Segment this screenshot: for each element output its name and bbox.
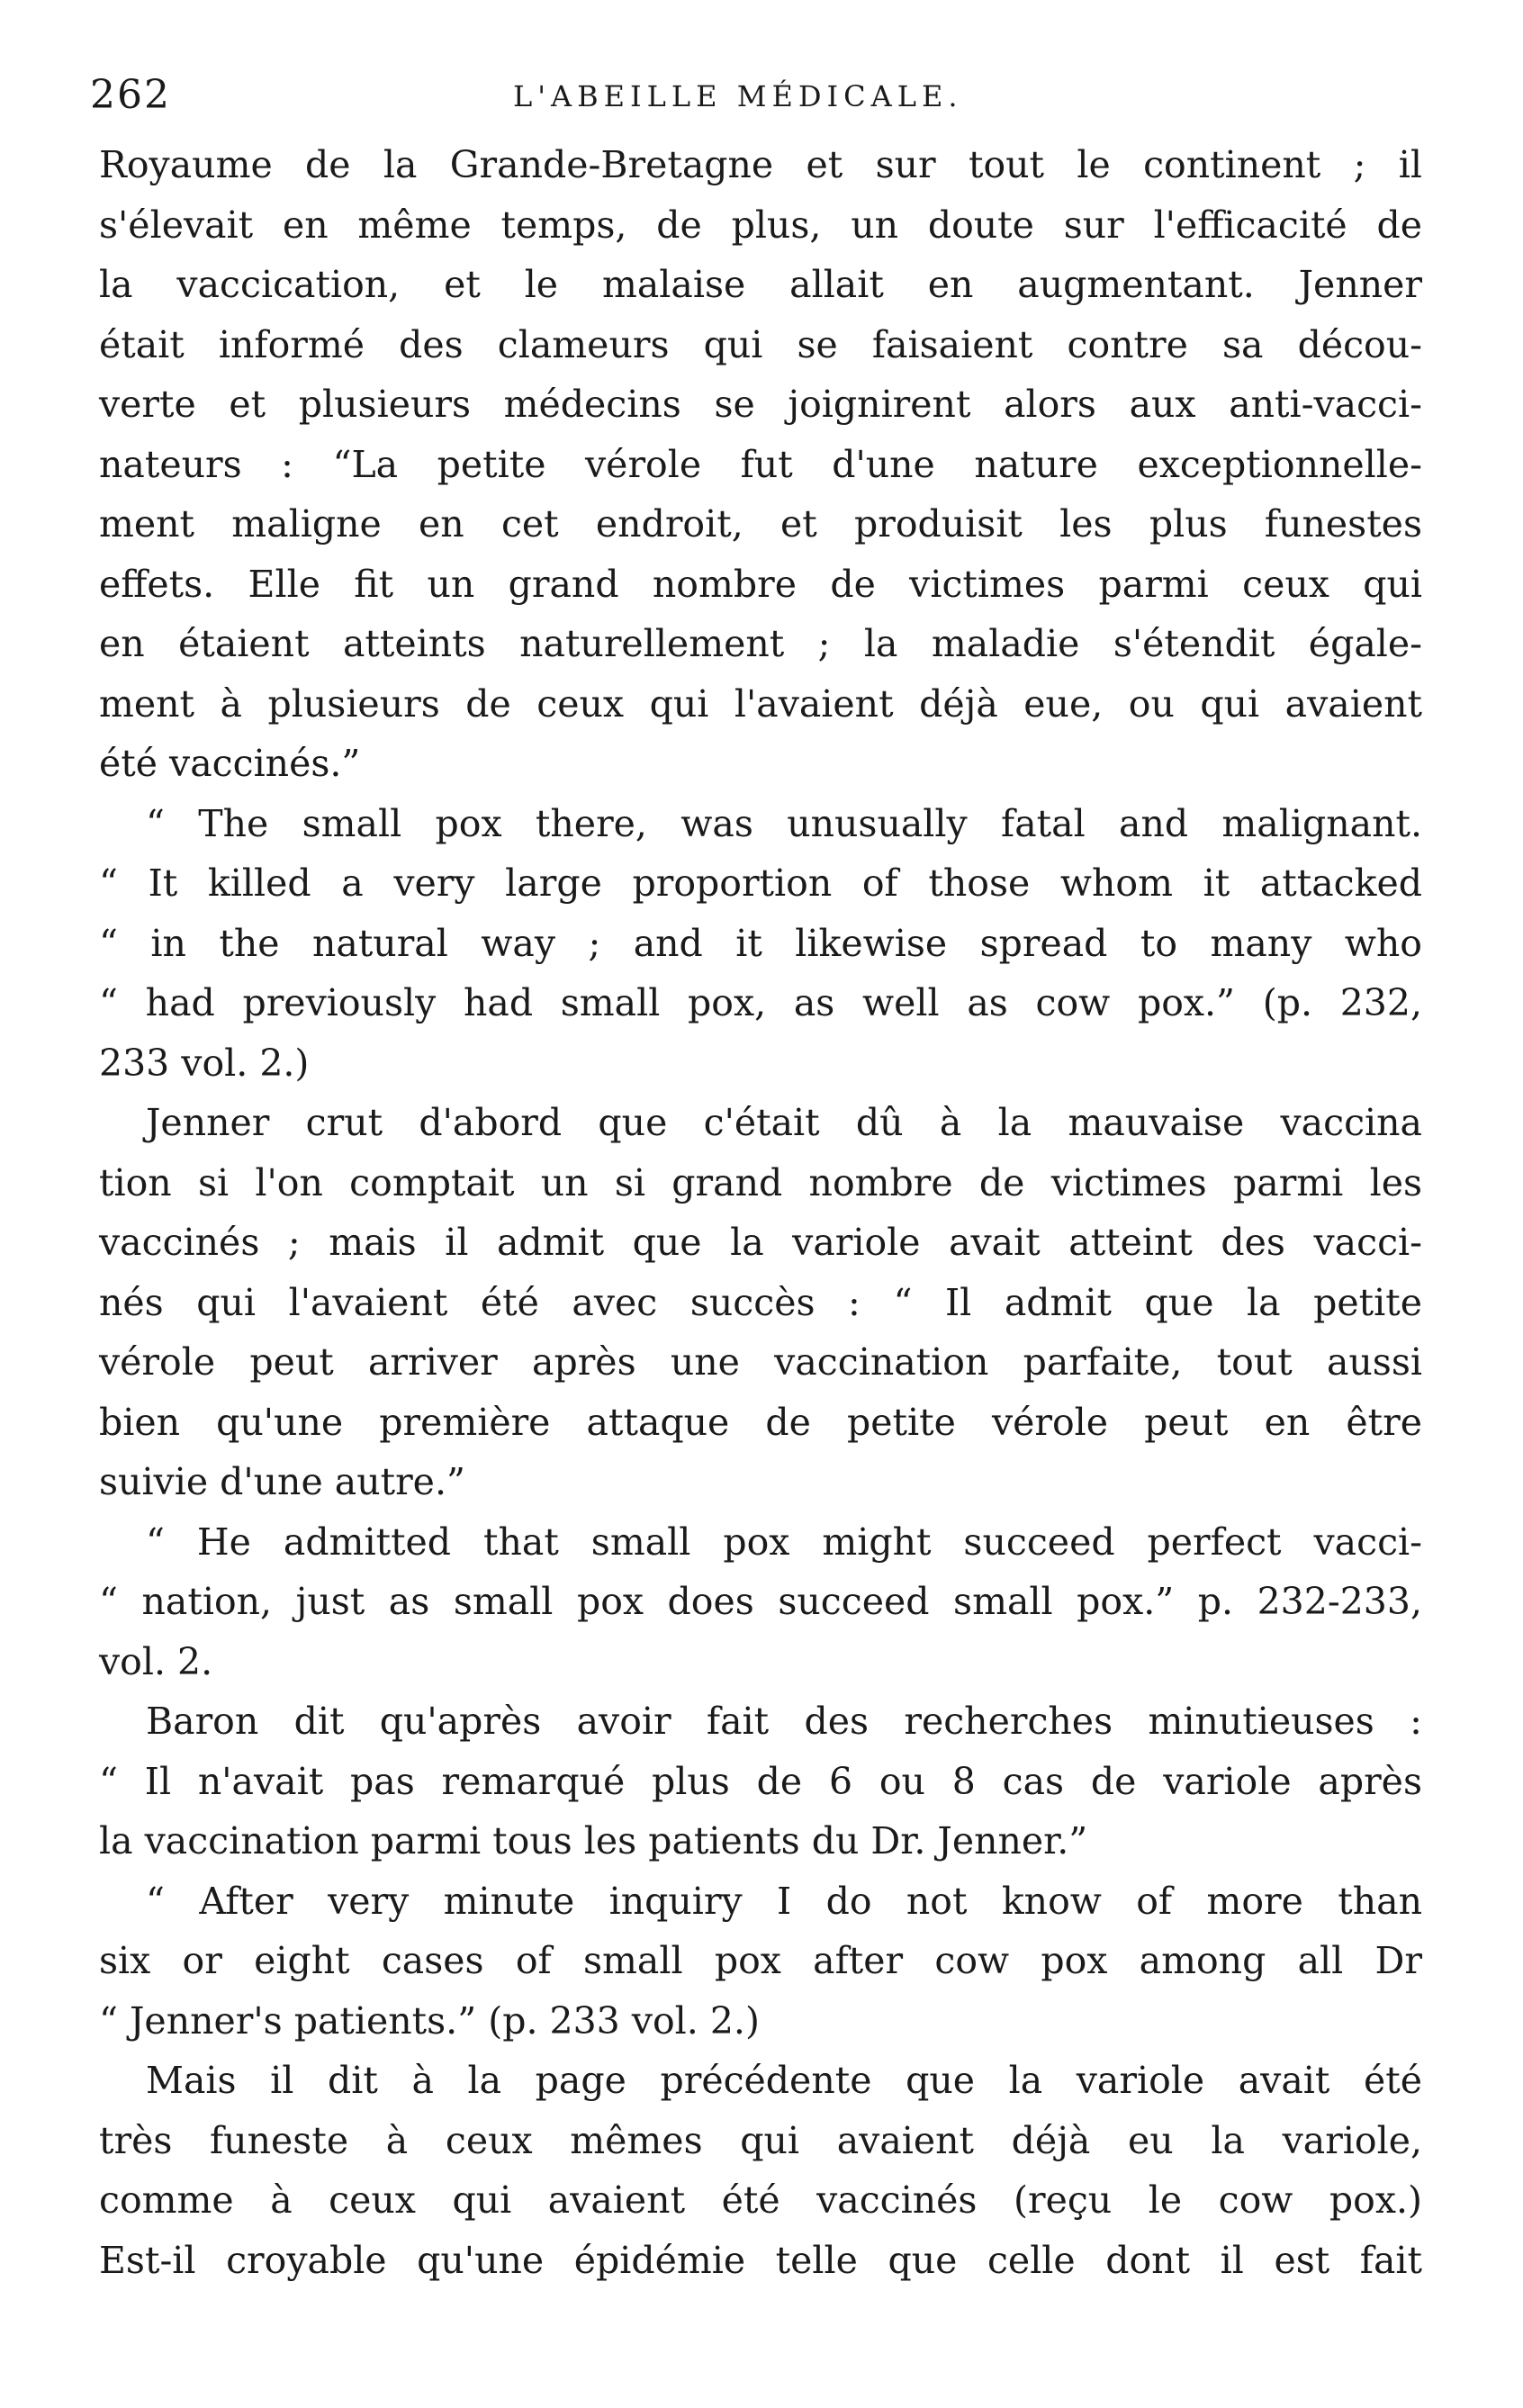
text-line: vol. 2. — [99, 1639, 213, 1683]
page-number: 262 — [90, 72, 171, 118]
text-line: en étaient atteints naturellement ; la maladie s'étendit égale- — [99, 622, 1422, 665]
text-line: ment à plusieurs de ceux qui l'avaient déjà eue, ou qui avaient — [99, 681, 1422, 726]
text-line: Baron dit qu'après avoir fait des recherches minutieuses : — [146, 1700, 1422, 1743]
text-line: “ He admitted that small pox might succeed perfect vacci- — [146, 1520, 1422, 1564]
body-text — [99, 135, 1422, 2290]
text-line: s'élevait en même temps, de plus, un doute sur l'efficacité de — [99, 203, 1422, 247]
text-line: six or eight cases of small pox after cow pox among all Dr — [99, 1939, 1422, 1982]
text-line: “ The small pox there, was unusually fatal and malignant. — [146, 801, 1422, 845]
page-header — [90, 72, 1422, 135]
text-line: “ in the natural way ; and it likewise spread to many who — [99, 921, 1422, 965]
text-line: Jenner crut d'abord que c'était dû à la mauvaise vaccina — [146, 1101, 1422, 1144]
text-line: Est-il croyable qu'une épidémie telle que celle dont il est fait — [99, 2238, 1422, 2282]
text-line: très funeste à ceux mêmes qui avaient déjà eu la variole, — [99, 2118, 1422, 2162]
text-line: verte et plusieurs médecins se joignirent alors aux anti-vacci- — [99, 383, 1422, 426]
text-line: “ had previously had small pox, as well as cow pox.” (p. 232, — [99, 981, 1422, 1024]
text-line: nateurs : “La petite vérole fut d'une nature exceptionnelle- — [99, 442, 1422, 486]
text-line: tion si l'on comptait un si grand nombre de victimes parmi les — [99, 1160, 1422, 1204]
text-line: vaccinés ; mais il admit que la variole avait atteint des vacci- — [99, 1221, 1422, 1264]
text-line: nés qui l'avaient été avec succès : “ Il admit que la petite — [99, 1280, 1422, 1324]
running-title: L'ABEILLE MÉDICALE. — [513, 79, 963, 113]
text-line: “ Jenner's patients.” (p. 233 vol. 2.) — [99, 1998, 760, 2043]
text-line: bien qu'une première attaque de petite vérole peut en être — [99, 1400, 1422, 1444]
text-line: 233 vol. 2.) — [99, 1041, 310, 1085]
text-line: “ Il n'avait pas remarqué plus de 6 ou 8 cas de variole après — [99, 1759, 1422, 1803]
text-line: “ It killed a very large proportion of those whom it attacked — [99, 861, 1422, 905]
text-line: comme à ceux qui avaient été vaccinés (reçu le cow pox.) — [99, 2178, 1422, 2222]
text-line: était informé des clameurs qui se faisaient contre sa décou- — [99, 322, 1422, 366]
text-line: la vaccination parmi tous les patients du Dr. Jenner.” — [99, 1819, 1088, 1862]
text-line: “ nation, just as small pox does succeed small pox.” p. 232-233, — [99, 1580, 1422, 1623]
text-line: ment maligne en cet endroit, et produisit les plus funestes — [99, 502, 1422, 546]
text-line: la vaccication, et le malaise allait en augmentant. Jenner — [99, 263, 1422, 306]
text-line: effets. Elle fit un grand nombre de victimes parmi ceux qui — [99, 562, 1422, 606]
text-line: suivie d'une autre.” — [99, 1460, 465, 1503]
text-line: Royaume de la Grande-Bretagne et sur tout le continent ; il — [99, 143, 1422, 186]
text-line: Mais il dit à la page précédente que la variole avait été — [146, 2059, 1422, 2102]
text-line: “ After very minute inquiry I do not know of more than — [146, 1879, 1422, 1923]
text-line: vérole peut arriver après une vaccination parfaite, tout aussi — [99, 1340, 1422, 1384]
text-line: été vaccinés.” — [99, 742, 361, 785]
